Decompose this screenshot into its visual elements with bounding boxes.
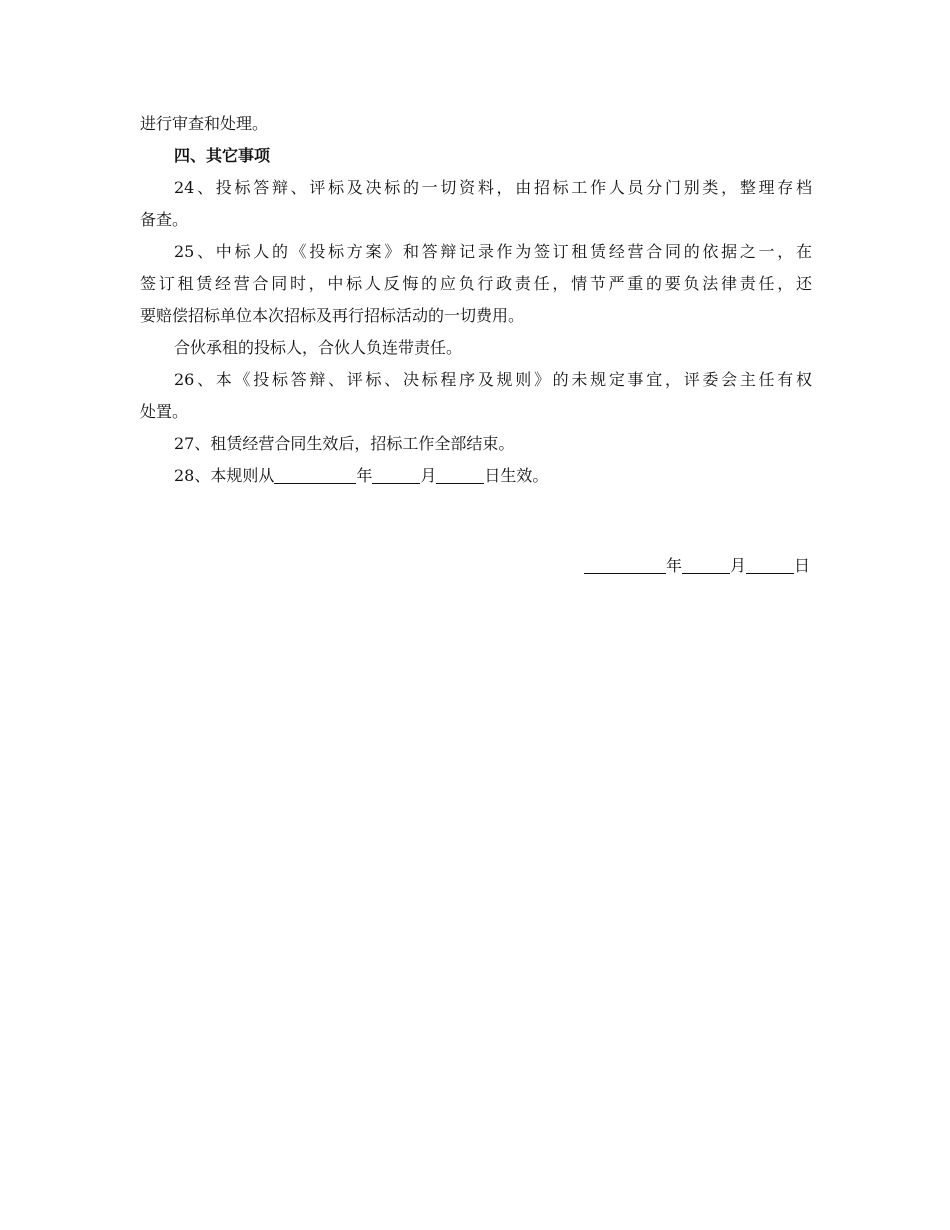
signature-date-line [584,550,810,582]
day-blank [436,465,484,484]
signature-month-label: 月 [729,556,746,575]
clause-28 [140,460,812,492]
signature-day-label: 日 [793,556,810,575]
signature-year-label: 年 [665,556,682,575]
partner-clause: 合伙承租的投标人，合伙人负连带责任。 [174,338,463,357]
clause-25-line-1: 25、中标人的《投标方案》和答辩记录作为签订租赁经营合同的依据之一，在 [174,242,812,261]
signature-month-blank [682,555,730,574]
clause-28-prefix: 28、本规则从 [174,466,275,485]
signature-year-blank [584,555,666,574]
paragraph-continuation: 进行审查和处理。 [140,114,269,133]
signature-day-blank [746,555,794,574]
clause-28-month-label: 月 [420,466,437,485]
clause-26-line-2: 处置。 [140,402,189,421]
clause-25-line-2: 签订租赁经营合同时，中标人反悔的应负行政责任，情节严重的要负法律责任，还 [140,274,812,293]
clause-28-year-label: 年 [356,466,373,485]
clause-28-suffix: 日生效。 [484,466,549,485]
year-blank [274,465,356,484]
clause-24-line-2: 备查。 [140,210,189,229]
month-blank [372,465,420,484]
section-heading: 四、其它事项 [174,146,271,165]
clause-27: 27、租赁经营合同生效后，招标工作全部结束。 [174,434,515,453]
clause-25-line-3: 要赔偿招标单位本次招标及再行招标活动的一切费用。 [140,306,525,325]
document-body [140,108,812,492]
clause-24-line-1: 24、投标答辩、评标及决标的一切资料，由招标工作人员分门别类，整理存档 [174,178,812,197]
clause-26-line-1: 26、本《投标答辩、评标、决标程序及规则》的未规定事宜，评委会主任有权 [174,370,812,389]
